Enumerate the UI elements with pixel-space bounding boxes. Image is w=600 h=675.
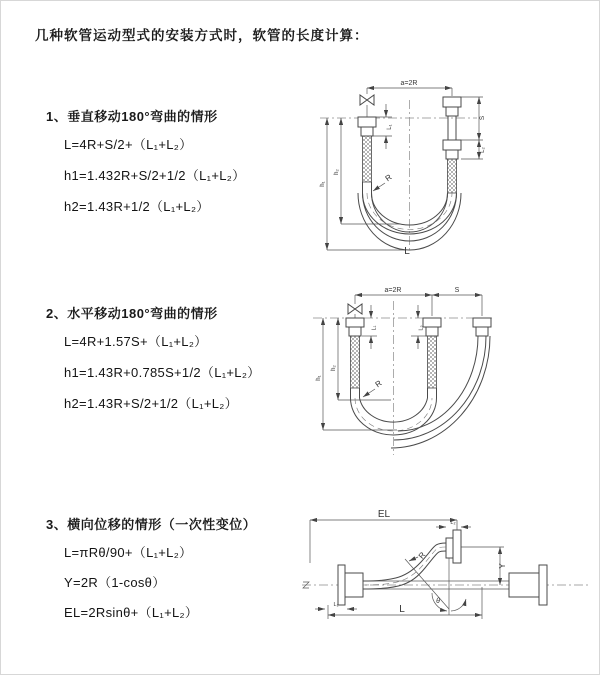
right-flange-displaced (446, 530, 461, 563)
a-dim-label: a=2R (400, 80, 418, 87)
l-dim-label: L (399, 604, 405, 615)
s-dim-label: S (479, 115, 486, 121)
dimension-l2 (411, 305, 426, 349)
flange-plate (473, 318, 491, 327)
s-dim-label: S (454, 287, 460, 294)
left-flange (338, 565, 363, 605)
h1-dim-label: h₁ (320, 181, 326, 187)
flange-plate (338, 565, 345, 605)
diagram-vertical-180-bend (312, 72, 597, 257)
flange-nut (349, 327, 361, 336)
dimension-a (367, 80, 452, 96)
y-dim-label: Y (498, 563, 507, 569)
r-label: R (416, 550, 428, 561)
section-2-formula-h2: h2=1.43R+S/2+1/2（L₁+L₂） (64, 396, 238, 411)
flange-nut (476, 327, 488, 336)
section-2-formula-h1: h1=1.43R+0.785S+1/2（L₁+L₂） (64, 365, 261, 380)
braid-section (363, 136, 372, 182)
section-2-formula-L: L=4R+1.57S+（L₁+L₂） (64, 334, 208, 349)
angle-construction (405, 558, 466, 615)
flange-nut-moved (446, 150, 458, 159)
middle-pipe-fitting (423, 318, 441, 388)
flange-nut (446, 107, 458, 116)
valve-icon (360, 88, 374, 117)
flange-hub (446, 538, 453, 558)
el-dim-label: EL (377, 509, 391, 520)
section-1-formula-L: L=4R+S/2+（L₁+L₂） (64, 137, 193, 152)
page-title: 几种软管运动型式的安装方式时，软管的长度计算： (35, 28, 369, 43)
l-label: L (404, 246, 410, 257)
h1-dim-label: h₁ (316, 375, 322, 381)
dimension-el (310, 509, 457, 563)
dimension-s (432, 287, 482, 316)
hose-displaced-s-curve (363, 543, 446, 589)
dimension-y (461, 547, 507, 585)
right-pipe-fitting-moved (473, 318, 491, 336)
section-1-formula-h1: h1=1.432R+S/2+1/2（L₁+L₂） (64, 168, 246, 183)
left-pipe-fitting (346, 318, 364, 388)
dimension-l1 (315, 602, 357, 609)
valve-icon (348, 295, 362, 318)
flange-hub (345, 573, 363, 597)
flange-nut (426, 327, 438, 336)
right-flange-original (509, 565, 547, 605)
section-1-formula-h2: h2=1.43R+1/2（L₁+L₂） (64, 199, 210, 214)
hose-centerline (363, 547, 446, 585)
l2-dim-label: L₂ (450, 520, 456, 526)
radius-callout (363, 378, 384, 397)
l2-dim-label: L₂ (480, 147, 486, 153)
section-3-formula-L: L=πRθ/90+（L₁+L₂） (64, 545, 193, 560)
section-2-heading: 2、水平移动180°弯曲的情形 (46, 306, 218, 321)
radius-callout (373, 172, 394, 191)
h2-dim-label: h₂ (334, 169, 340, 175)
left-pipe-fitting (358, 117, 376, 182)
diagram-lateral-displacement (297, 497, 597, 652)
right-pipe-fitting (443, 97, 461, 193)
section-3-formula-EL: EL=2Rsinθ+（L₁+L₂） (64, 605, 199, 620)
h2-dim-label: h₂ (331, 365, 337, 371)
dimension-s (461, 97, 486, 140)
flange-plate (346, 318, 364, 327)
section-1-heading: 1、垂直移动180°弯曲的情形 (46, 109, 218, 124)
theta-label: θ (436, 598, 440, 605)
braid-section (351, 336, 360, 388)
l1-dim-label: L₁ (387, 124, 393, 130)
diagram-horizontal-180-bend (305, 283, 600, 463)
flange-plate (453, 530, 461, 563)
braid-section (428, 336, 437, 388)
flange-plate-moved (443, 140, 461, 150)
l2-dim-label: L₂ (418, 325, 425, 331)
braid-section (448, 159, 457, 193)
hose-swept-position (391, 336, 490, 448)
section-3-formula-Y: Y=2R（1-cosθ） (64, 575, 166, 590)
a-dim-label: a=2R (384, 287, 402, 294)
l1-dim-label: L₁ (333, 602, 339, 608)
dimension-l2 (461, 140, 486, 159)
flange-plate (443, 97, 461, 107)
flange-plate (423, 318, 441, 327)
flange-plate (358, 117, 376, 127)
r-label: R (383, 172, 394, 184)
flange-hub (509, 573, 539, 597)
section-3-heading: 3、横向位移的情形（一次性变位） (46, 517, 257, 532)
r-label: R (373, 378, 384, 390)
l1-dim-label: L₁ (371, 325, 378, 331)
dimension-l2 (436, 520, 471, 527)
radius-callout (409, 550, 428, 561)
flange-plate (539, 565, 547, 605)
flange-nut (361, 127, 373, 136)
